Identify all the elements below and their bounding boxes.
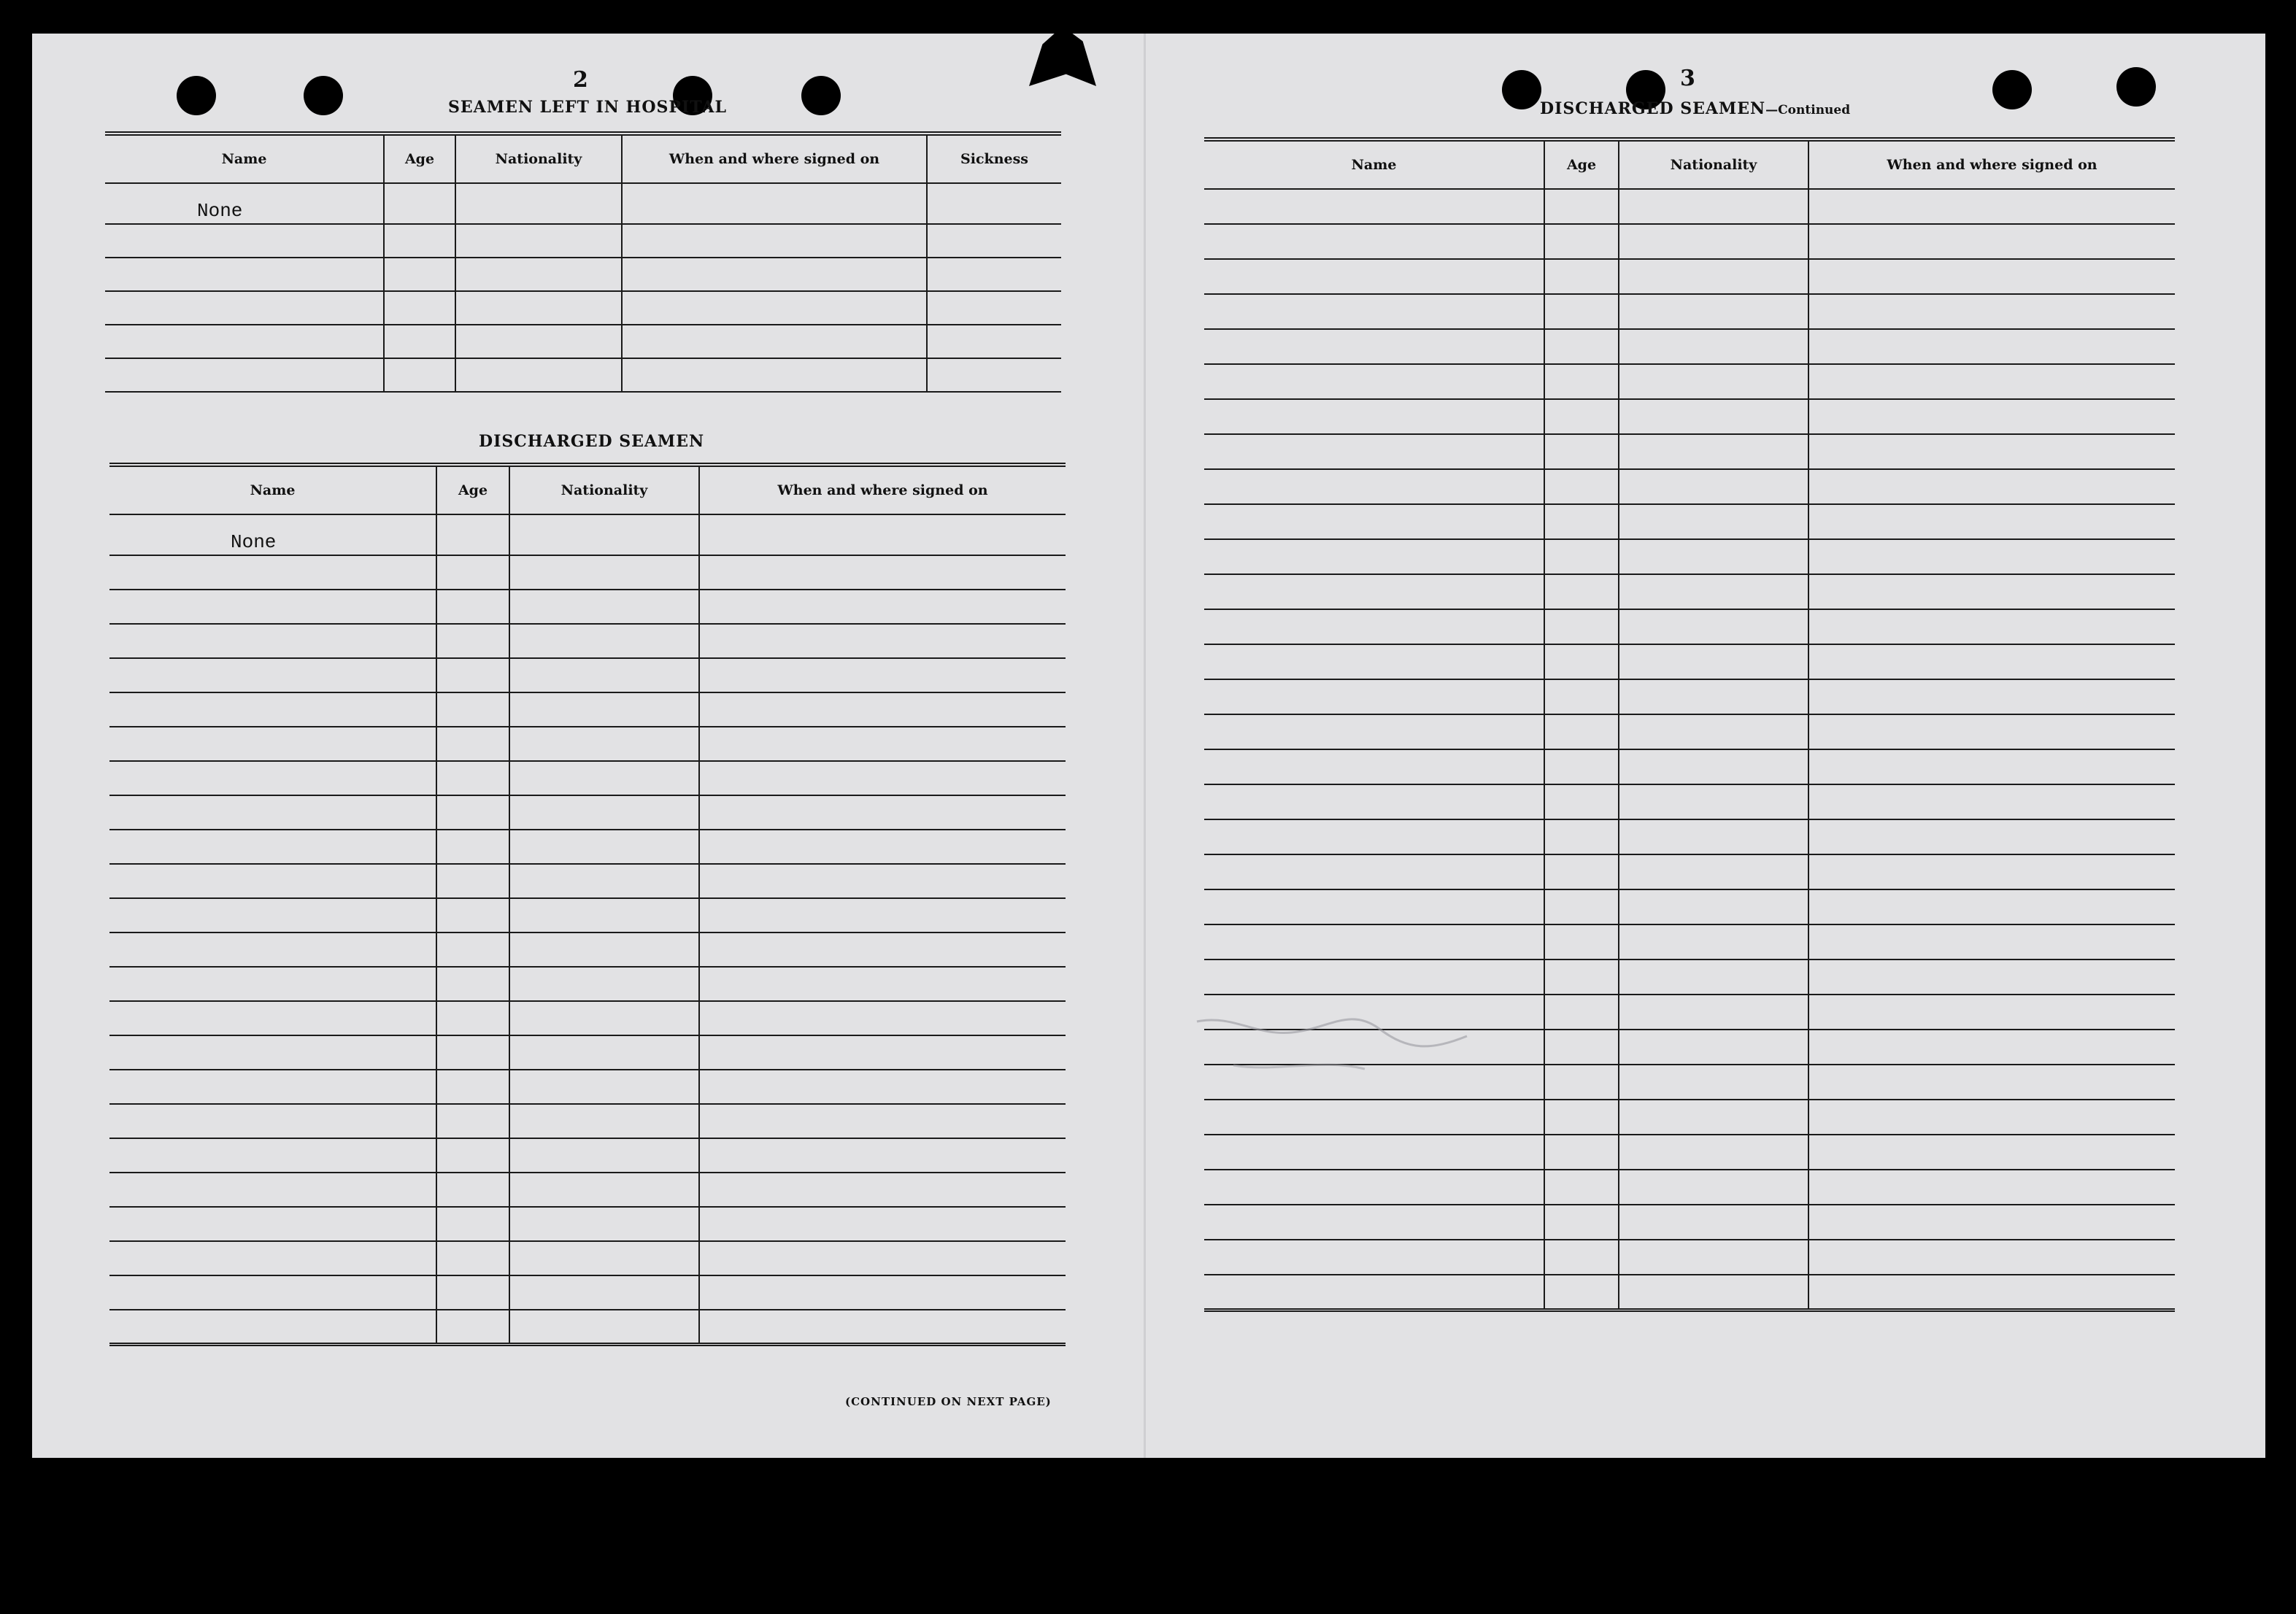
page-fold bbox=[1144, 34, 1146, 1458]
column-header-nationality: Nationality bbox=[455, 134, 622, 183]
punch-hole bbox=[801, 76, 841, 115]
hospital-entry-name: None bbox=[105, 183, 384, 224]
table-row bbox=[109, 658, 1066, 692]
punch-hole bbox=[304, 76, 343, 115]
discharged-table bbox=[109, 463, 1066, 1346]
table-row bbox=[1204, 784, 2175, 819]
table-row bbox=[1204, 644, 2175, 679]
punch-hole bbox=[2116, 67, 2156, 107]
page-number-left: 2 bbox=[573, 67, 588, 93]
column-header-age: Age bbox=[384, 134, 455, 183]
table-row bbox=[1204, 329, 2175, 364]
table-row bbox=[1204, 1275, 2175, 1310]
table-row bbox=[109, 1035, 1066, 1070]
table-row bbox=[105, 291, 1061, 325]
table-row bbox=[1204, 1135, 2175, 1170]
table-row bbox=[109, 933, 1066, 967]
discharged-section-title: DISCHARGED SEAMEN bbox=[479, 432, 705, 451]
table-row bbox=[109, 761, 1066, 795]
column-header-sickness: Sickness bbox=[927, 134, 1061, 183]
continued-suffix: —Continued bbox=[1765, 103, 1851, 117]
table-row bbox=[109, 692, 1066, 727]
table-row bbox=[1204, 574, 2175, 609]
table-row bbox=[1204, 259, 2175, 294]
table-row bbox=[105, 183, 1061, 224]
table-row bbox=[1204, 539, 2175, 574]
table-row bbox=[1204, 189, 2175, 224]
column-header-name: Name bbox=[105, 134, 384, 183]
page-number-right: 3 bbox=[1680, 66, 1695, 91]
table-row bbox=[1204, 819, 2175, 854]
table-row bbox=[1204, 1100, 2175, 1135]
table-row bbox=[109, 1138, 1066, 1173]
punch-hole bbox=[1502, 70, 1541, 109]
discharged-continued-table bbox=[1204, 137, 2175, 1312]
table-row bbox=[1204, 1240, 2175, 1275]
punch-hole bbox=[1992, 70, 2032, 109]
table-row bbox=[1204, 1205, 2175, 1240]
column-header-nationality: Nationality bbox=[509, 465, 699, 514]
table-row bbox=[1204, 714, 2175, 749]
table-row bbox=[109, 1001, 1066, 1035]
faint-handwriting-mark bbox=[1190, 963, 1598, 1094]
table-row bbox=[109, 830, 1066, 864]
table-row bbox=[109, 1173, 1066, 1207]
table-row bbox=[1204, 399, 2175, 434]
table-row bbox=[1204, 504, 2175, 539]
table-row bbox=[109, 1275, 1066, 1310]
table-row bbox=[109, 1241, 1066, 1275]
table-row bbox=[109, 898, 1066, 933]
column-header-nationality: Nationality bbox=[1619, 139, 1808, 189]
table-row bbox=[109, 1104, 1066, 1138]
table-row bbox=[1204, 224, 2175, 259]
column-header-name: Name bbox=[1204, 139, 1544, 189]
column-header-name: Name bbox=[109, 465, 436, 514]
column-header-signed-on: When and where signed on bbox=[1808, 139, 2175, 189]
table-row bbox=[1204, 749, 2175, 784]
table-row bbox=[109, 590, 1066, 624]
table-row bbox=[109, 1070, 1066, 1104]
column-header-signed-on: When and where signed on bbox=[622, 134, 927, 183]
table-row bbox=[109, 624, 1066, 658]
table-row bbox=[1204, 924, 2175, 959]
table-row bbox=[105, 358, 1061, 392]
discharged-continued-title bbox=[1540, 99, 1850, 118]
table-row bbox=[1204, 889, 2175, 924]
table-row bbox=[105, 325, 1061, 358]
table-row bbox=[1204, 294, 2175, 329]
table-row bbox=[109, 1310, 1066, 1344]
column-header-signed-on: When and where signed on bbox=[699, 465, 1066, 514]
table-row bbox=[1204, 854, 2175, 889]
punch-hole bbox=[177, 76, 216, 115]
column-header-age: Age bbox=[1544, 139, 1619, 189]
table-row bbox=[1204, 609, 2175, 644]
table-row bbox=[109, 555, 1066, 590]
discharged-continued-title-text: DISCHARGED SEAMEN bbox=[1540, 99, 1766, 118]
table-row bbox=[1204, 434, 2175, 469]
table-row bbox=[109, 727, 1066, 761]
table-row bbox=[109, 795, 1066, 830]
hospital-section-title: SEAMEN LEFT IN HOSPITAL bbox=[448, 98, 727, 117]
table-row bbox=[105, 258, 1061, 291]
table-row bbox=[1204, 1170, 2175, 1205]
table-row bbox=[109, 1207, 1066, 1241]
continued-on-next-page-note: (CONTINUED ON NEXT PAGE) bbox=[845, 1395, 1052, 1408]
table-row bbox=[105, 224, 1061, 258]
hospital-table bbox=[105, 131, 1061, 393]
table-row bbox=[1204, 679, 2175, 714]
column-header-age: Age bbox=[436, 465, 509, 514]
table-row bbox=[109, 514, 1066, 555]
discharged-entry-name: None bbox=[109, 514, 436, 555]
table-row bbox=[109, 864, 1066, 898]
table-row bbox=[109, 967, 1066, 1001]
table-row bbox=[1204, 469, 2175, 504]
table-row bbox=[1204, 364, 2175, 399]
